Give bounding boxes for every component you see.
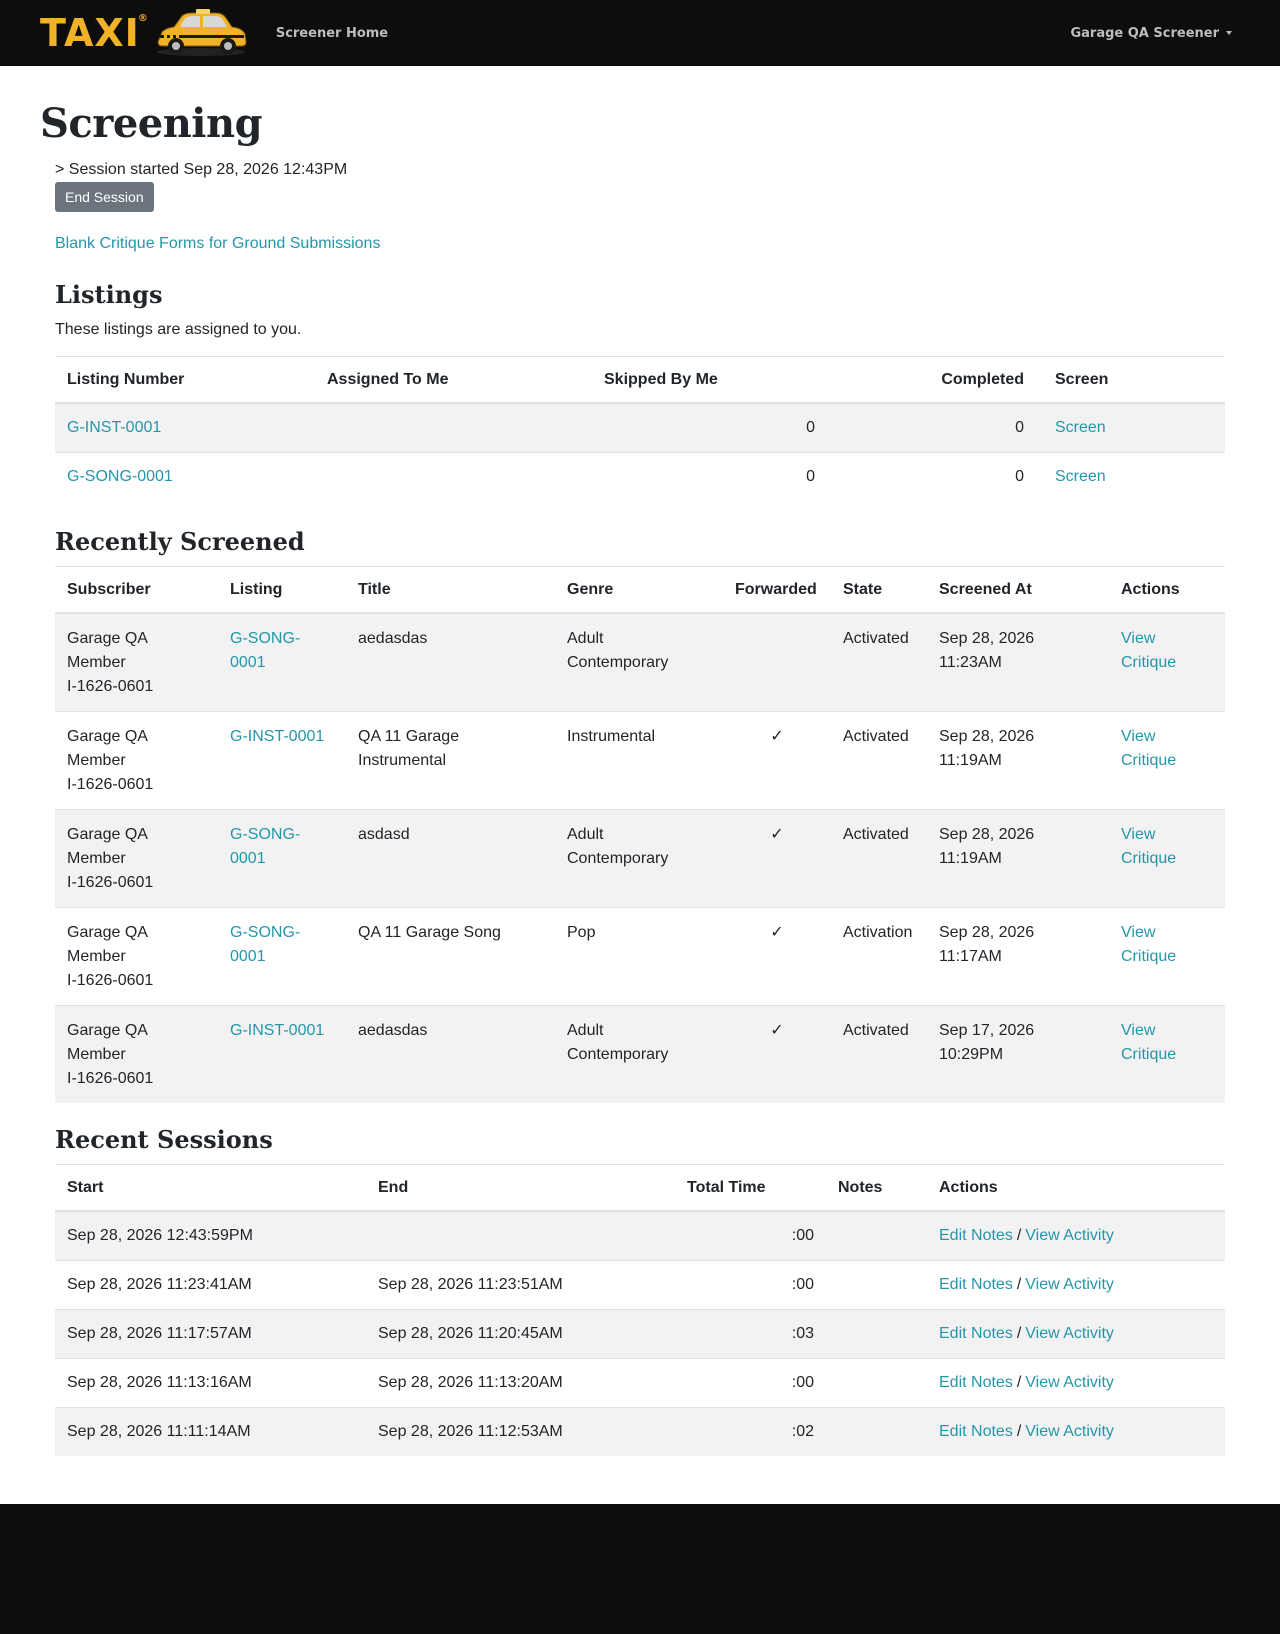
genre-cell — [555, 810, 723, 908]
table-row — [55, 453, 1225, 502]
top-navbar — [0, 0, 1280, 66]
forwarded-check-icon: ✓ — [723, 712, 831, 810]
listing-link-line: G-SONG- — [230, 924, 301, 941]
listing-link[interactable]: G-SONG-0001 — [67, 468, 173, 485]
subscriber-line: Member — [67, 654, 126, 671]
listing-link[interactable] — [230, 826, 300, 867]
col-subscriber: Subscriber — [55, 567, 218, 614]
recent-sessions-heading: Recent Sessions — [55, 1125, 273, 1154]
session-end-cell — [366, 1211, 675, 1261]
view-critique-line: View — [1121, 728, 1156, 745]
view-activity-link[interactable]: View Activity — [1025, 1325, 1114, 1342]
screened-at-line: 11:17AM — [939, 948, 1002, 965]
listing-link[interactable] — [230, 728, 324, 745]
table-row — [55, 403, 1225, 453]
view-activity-link[interactable]: View Activity — [1025, 1227, 1114, 1244]
skipped-cell: 0 — [592, 403, 827, 453]
table-row — [55, 1359, 1225, 1408]
screened-at-cell — [927, 908, 1109, 1006]
logo-wordmark: TAXI ® — [40, 11, 149, 55]
genre-line: Contemporary — [567, 850, 669, 867]
table-row — [55, 810, 1225, 908]
screened-at-line: 10:29PM — [939, 1046, 1004, 1063]
view-critique-link[interactable] — [1121, 826, 1176, 867]
notes-cell — [826, 1408, 927, 1457]
view-critique-link[interactable] — [1121, 728, 1176, 769]
end-session-button[interactable]: End Session — [55, 182, 154, 212]
page-title: Screening — [40, 100, 263, 147]
subscriber-line: I-1626-0601 — [67, 776, 154, 793]
screened-at-line: Sep 17, 2026 — [939, 1022, 1035, 1039]
screened-at-line: Sep 28, 2026 — [939, 924, 1035, 941]
listing-link-line: 0001 — [230, 850, 266, 867]
col-session-actions: Actions — [927, 1165, 1225, 1212]
listings-heading: Listings — [55, 280, 163, 309]
col-start: Start — [55, 1165, 366, 1212]
assigned-cell — [315, 403, 592, 453]
subscriber-cell — [55, 712, 218, 810]
edit-notes-link[interactable]: Edit Notes — [939, 1227, 1013, 1244]
subscriber-line: I-1626-0601 — [67, 678, 154, 695]
view-critique-link[interactable] — [1121, 1022, 1176, 1063]
chevron-down-icon — [1226, 31, 1232, 35]
screened-at-line: Sep 28, 2026 — [939, 630, 1035, 647]
screened-at-line: 11:23AM — [939, 654, 1002, 671]
session-end-cell: Sep 28, 2026 11:12:53AM — [366, 1408, 675, 1457]
title-cell: asdasd — [346, 810, 555, 908]
table-row — [55, 1211, 1225, 1261]
screened-at-line: Sep 28, 2026 — [939, 728, 1035, 745]
screened-at-line: 11:19AM — [939, 850, 1002, 867]
recently-screened-heading: Recently Screened — [55, 527, 305, 556]
listings-note: These listings are assigned to you. — [55, 321, 302, 338]
genre-cell — [555, 1006, 723, 1104]
table-row — [55, 712, 1225, 810]
listing-link[interactable] — [230, 924, 300, 965]
listing-link-line: G-SONG- — [230, 826, 301, 843]
session-end-cell: Sep 28, 2026 11:20:45AM — [366, 1310, 675, 1359]
view-critique-line: Critique — [1121, 1046, 1177, 1063]
listing-link-line: 0001 — [230, 654, 266, 671]
subscriber-line: I-1626-0601 — [67, 874, 154, 891]
subscriber-line: Member — [67, 850, 126, 867]
genre-line: Instrumental — [567, 728, 656, 745]
assigned-cell — [315, 453, 592, 502]
listing-link-line: G-INST-0001 — [230, 728, 325, 745]
blank-critique-forms-link[interactable]: Blank Critique Forms for Ground Submissions — [55, 235, 381, 252]
session-end-cell: Sep 28, 2026 11:13:20AM — [366, 1359, 675, 1408]
session-actions-cell — [927, 1359, 1225, 1408]
session-start-cell: Sep 28, 2026 11:13:16AM — [55, 1359, 366, 1408]
forwarded-check-icon: ✓ — [723, 1006, 831, 1104]
listing-link[interactable]: G-INST-0001 — [67, 419, 162, 436]
forwarded-check-icon: ✓ — [723, 908, 831, 1006]
table-row — [55, 1310, 1225, 1359]
subscriber-line: Garage QA — [67, 728, 148, 745]
genre-line: Contemporary — [567, 654, 669, 671]
listing-link-line: 0001 — [230, 948, 266, 965]
col-forwarded: Forwarded — [723, 567, 831, 614]
state-cell: Activated — [831, 1006, 927, 1104]
view-critique-line: View — [1121, 630, 1156, 647]
col-listing: Listing — [218, 567, 346, 614]
total-time-cell: :00 — [675, 1359, 826, 1408]
recently-screened-table — [55, 566, 1225, 1103]
edit-notes-link[interactable]: Edit Notes — [939, 1374, 1013, 1391]
edit-notes-link[interactable]: Edit Notes — [939, 1276, 1013, 1293]
col-screened-at: Screened At — [927, 567, 1109, 614]
forwarded-check-icon — [723, 613, 831, 712]
forwarded-check-icon: ✓ — [723, 810, 831, 908]
col-completed: Completed — [827, 357, 1036, 404]
screened-at-cell — [927, 1006, 1109, 1104]
session-start-cell: Sep 28, 2026 12:43:59PM — [55, 1211, 366, 1261]
session-start-cell: Sep 28, 2026 11:23:41AM — [55, 1261, 366, 1310]
screened-at-line: Sep 28, 2026 — [939, 826, 1035, 843]
view-critique-link[interactable] — [1121, 630, 1176, 671]
session-actions-cell — [927, 1310, 1225, 1359]
genre-line: Adult — [567, 826, 604, 843]
notes-cell — [826, 1359, 927, 1408]
col-assigned-to-me: Assigned To Me — [315, 357, 592, 404]
col-notes: Notes — [826, 1165, 927, 1212]
genre-cell — [555, 613, 723, 712]
listing-link[interactable] — [230, 630, 300, 671]
session-actions-cell — [927, 1408, 1225, 1457]
genre-line: Adult — [567, 630, 604, 647]
subscriber-line: Member — [67, 752, 126, 769]
action-separator: / — [1016, 1227, 1022, 1244]
completed-cell: 0 — [827, 403, 1036, 453]
col-actions: Actions — [1109, 567, 1225, 614]
subscriber-line: Member — [67, 1046, 126, 1063]
user-menu-label: Garage QA Screener — [1070, 25, 1219, 41]
view-critique-line: View — [1121, 826, 1156, 843]
view-critique-line: View — [1121, 1022, 1156, 1039]
screened-at-line: 11:19AM — [939, 752, 1002, 769]
table-row — [55, 908, 1225, 1006]
notes-cell — [826, 1211, 927, 1261]
title-cell: aedasdas — [346, 613, 555, 712]
session-actions-cell — [927, 1211, 1225, 1261]
col-listing-number: Listing Number — [55, 357, 315, 404]
title-cell: aedasdas — [346, 1006, 555, 1104]
state-cell: Activation — [831, 908, 927, 1006]
col-total-time: Total Time — [675, 1165, 826, 1212]
genre-line: Contemporary — [567, 1046, 669, 1063]
state-cell: Activated — [831, 810, 927, 908]
view-critique-line: Critique — [1121, 654, 1177, 671]
col-genre: Genre — [555, 567, 723, 614]
session-start-cell: Sep 28, 2026 11:11:14AM — [55, 1408, 366, 1457]
edit-notes-link[interactable]: Edit Notes — [939, 1423, 1013, 1440]
genre-line: Pop — [567, 924, 596, 941]
listing-link-line: G-INST-0001 — [230, 1022, 325, 1039]
table-row — [55, 1006, 1225, 1104]
title-cell: QA 11 Garage Song — [346, 908, 555, 1006]
action-separator: / — [1016, 1325, 1022, 1342]
view-activity-link[interactable]: View Activity — [1025, 1374, 1114, 1391]
col-end: End — [366, 1165, 675, 1212]
total-time-cell: :02 — [675, 1408, 826, 1457]
view-critique-line: View — [1121, 924, 1156, 941]
table-row — [55, 1408, 1225, 1457]
title-cell: QA 11 Garage Instrumental — [346, 712, 555, 810]
notes-cell — [826, 1261, 927, 1310]
state-cell: Activated — [831, 613, 927, 712]
subscriber-line: Member — [67, 948, 126, 965]
main-content — [0, 100, 1280, 1456]
completed-cell: 0 — [827, 453, 1036, 502]
state-cell: Activated — [831, 712, 927, 810]
taxi-car-icon — [152, 8, 250, 58]
col-state: State — [831, 567, 927, 614]
genre-cell — [555, 908, 723, 1006]
screened-at-cell — [927, 810, 1109, 908]
listings-table — [55, 356, 1225, 501]
subscriber-line: I-1626-0601 — [67, 1070, 154, 1087]
subscriber-cell — [55, 810, 218, 908]
subscriber-cell — [55, 1006, 218, 1104]
action-separator: / — [1016, 1423, 1022, 1440]
subscriber-cell — [55, 613, 218, 712]
view-activity-link[interactable]: View Activity — [1025, 1276, 1114, 1293]
col-screen: Screen — [1036, 357, 1225, 404]
screened-at-cell — [927, 613, 1109, 712]
subscriber-line: Garage QA — [67, 1022, 148, 1039]
session-started-text: > Session started Sep 28, 2026 12:43PM — [55, 161, 348, 178]
total-time-cell: :00 — [675, 1261, 826, 1310]
view-critique-line: Critique — [1121, 850, 1177, 867]
screen-link[interactable]: Screen — [1055, 468, 1106, 485]
table-row — [55, 1261, 1225, 1310]
subscriber-line: Garage QA — [67, 630, 148, 647]
screen-link[interactable]: Screen — [1055, 419, 1106, 436]
subscriber-line: Garage QA — [67, 924, 148, 941]
total-time-cell: :03 — [675, 1310, 826, 1359]
genre-cell — [555, 712, 723, 810]
subscriber-cell — [55, 908, 218, 1006]
recent-sessions-table — [55, 1164, 1225, 1456]
session-end-cell: Sep 28, 2026 11:23:51AM — [366, 1261, 675, 1310]
table-row — [55, 613, 1225, 712]
action-separator: / — [1016, 1276, 1022, 1293]
col-title: Title — [346, 567, 555, 614]
total-time-cell: :00 — [675, 1211, 826, 1261]
skipped-cell: 0 — [592, 453, 827, 502]
screener-home-link[interactable]: Screener Home — [275, 25, 389, 41]
subscriber-line: Garage QA — [67, 826, 148, 843]
col-skipped-by-me: Skipped By Me — [592, 357, 827, 404]
view-activity-link[interactable]: View Activity — [1025, 1423, 1114, 1440]
edit-notes-link[interactable]: Edit Notes — [939, 1325, 1013, 1342]
screened-at-cell — [927, 712, 1109, 810]
session-start-cell: Sep 28, 2026 11:17:57AM — [55, 1310, 366, 1359]
genre-line: Adult — [567, 1022, 604, 1039]
view-critique-line: Critique — [1121, 752, 1177, 769]
listing-link[interactable] — [230, 1022, 324, 1039]
listing-link-line: G-SONG- — [230, 630, 301, 647]
view-critique-line: Critique — [1121, 948, 1177, 965]
subscriber-line: I-1626-0601 — [67, 972, 154, 989]
view-critique-link[interactable] — [1121, 924, 1176, 965]
taxi-logo[interactable] — [40, 0, 250, 66]
action-separator: / — [1016, 1374, 1022, 1391]
notes-cell — [826, 1310, 927, 1359]
session-actions-cell — [927, 1261, 1225, 1310]
user-menu-dropdown[interactable] — [1070, 0, 1232, 66]
page-footer — [0, 1504, 1280, 1634]
